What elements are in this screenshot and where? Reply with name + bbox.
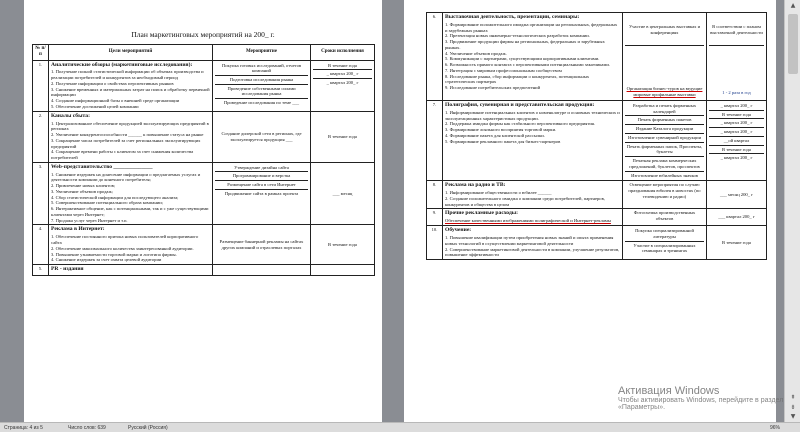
row-number: 2. bbox=[33, 111, 49, 162]
table-row bbox=[33, 111, 375, 162]
deadline-item: В течение года bbox=[313, 62, 372, 71]
deadline-item: _ квартал 200_ г bbox=[313, 70, 372, 79]
event-item: Покупка готовых исследований, отчетов компаний bbox=[215, 62, 308, 76]
table-row bbox=[427, 181, 767, 209]
table-header-row bbox=[33, 45, 375, 61]
list-item: 5. Коммуникации с партнерами, существующими корпоративными клиентами. bbox=[445, 56, 600, 62]
scroll-up-icon[interactable]: ▲ bbox=[790, 2, 796, 9]
list-item: 1. Получение полной статистической информации об объемах производства и реализации потребителей и конкурентов за необходимый период bbox=[51, 69, 204, 81]
list-item: 2. Обеспечение максимального количества заинтересованной аудитории. bbox=[51, 245, 194, 251]
page-up-icon[interactable]: ⇞ bbox=[790, 394, 796, 401]
deadline-item: _ квартал 200_ г bbox=[709, 119, 764, 128]
list-item: 2. Создание положительного имиджа о компании среди потребителей, партнеров, конкурентов и общества в целом bbox=[445, 196, 605, 207]
event-cell bbox=[623, 100, 707, 180]
status-word-count[interactable]: Число слов: 639 bbox=[68, 425, 106, 431]
list-item: 7. Продажа услуг через Интернет и т.п. bbox=[51, 217, 128, 223]
list-item: 3. Снижение временных и материальных затрат на поиск и обработку первичной информации bbox=[51, 86, 210, 98]
list-item: 5. Обеспечение достижений целей компании bbox=[51, 103, 139, 109]
zoom-level[interactable]: 96% bbox=[770, 425, 781, 431]
event-cell bbox=[213, 60, 311, 111]
scrollbar-thumb[interactable] bbox=[788, 14, 798, 74]
goals-cell bbox=[443, 181, 623, 209]
list-item: 4. Сбор статистической информации для последующего анализа; bbox=[51, 194, 179, 200]
goals-cell bbox=[49, 111, 213, 162]
event-item: Организация бизнес-туров на ведущие мировые профильные выставки bbox=[626, 86, 703, 98]
deadline-cell: В течение года bbox=[311, 225, 375, 265]
deadline-item: В соответствии с планом выставочной деятельности bbox=[709, 14, 764, 46]
deadline-item: __ой квартал bbox=[709, 137, 764, 146]
list-item: 2. Привлечение новых клиентов; bbox=[51, 183, 116, 189]
header-goals: Цели мероприятий bbox=[49, 45, 213, 61]
deadline-item: _ квартал 200_ г bbox=[709, 102, 764, 111]
list-item: 1. Формирование положительного имиджа организации на региональных, федеральных и зарубежных рынках bbox=[445, 21, 618, 33]
table-row bbox=[427, 100, 767, 180]
list-item: 5. Формирование рекламного пакета для бизнес-партнеров bbox=[445, 138, 561, 144]
deadline-cell bbox=[707, 100, 767, 180]
list-item: 9. Исследование потребительских предпочтений bbox=[445, 85, 541, 91]
table-row bbox=[427, 226, 767, 260]
windows-activation-watermark bbox=[618, 385, 800, 411]
event-cell bbox=[213, 162, 311, 225]
list-item: 4. Создание информационной базы о внешней среде организации bbox=[51, 98, 180, 104]
deadline-cell: В течение года bbox=[311, 111, 375, 162]
event-item: Подготовка исследования рынка bbox=[215, 76, 308, 85]
event-item: Разработка и печать фирменных календарей bbox=[625, 102, 704, 116]
table-row bbox=[33, 265, 375, 276]
event-item: Изготовление юбилейных значков bbox=[631, 172, 698, 178]
list-item: 6. Интерактивное общение, как с потенциальными, так и с уже существующими клиентами через Интернет; bbox=[51, 206, 209, 217]
section-title: Прочие рекламные расходы: bbox=[445, 210, 519, 217]
table-row bbox=[427, 209, 767, 226]
event-item: Участие в специализированных семинарах и тренингах bbox=[633, 242, 696, 254]
list-item: 1. Обеспечение постоянного притока новых пользователей корпоративного сайта bbox=[51, 234, 199, 246]
event-cell bbox=[213, 265, 311, 276]
list-item: 5. Совершенствование потенциального образа компании; bbox=[51, 200, 163, 206]
row-number: 8. bbox=[427, 181, 443, 209]
section-title: Web-представительство ______________ bbox=[51, 163, 153, 170]
event-cell: Создание дилерской сети в регионах, где эксплуатируется продукция ___ bbox=[213, 111, 311, 162]
deadline-item: 1 - 2 раза в год bbox=[722, 90, 751, 96]
list-item: 1. Информирование общественности о юбилее ______ bbox=[445, 190, 552, 196]
deadline-cell: В течение года bbox=[707, 226, 767, 260]
section-title: Реклама в Интернет: bbox=[51, 226, 105, 233]
goals-cell bbox=[49, 162, 213, 225]
list-item: 2. Поддержка имиджа фирмы как стабильного перспективного предприятия. bbox=[445, 121, 596, 127]
event-item: Программирование и верстка bbox=[215, 172, 308, 181]
list-item: 4. Формирование пакета для клиентской рассылки. bbox=[445, 132, 545, 138]
goals-cell bbox=[49, 225, 213, 265]
goals-cell bbox=[443, 209, 623, 226]
event-item: Участие в центральных выставках и конференциях bbox=[625, 14, 704, 46]
event-cell: Фотосъемка производственных объектов bbox=[623, 209, 707, 226]
status-bar bbox=[0, 422, 800, 432]
row-number: 9. bbox=[427, 209, 443, 226]
goals-cell bbox=[443, 100, 623, 180]
deadline-cell bbox=[707, 13, 767, 101]
event-cell: Размещение баннерной рекламы на сайтах других компаний и отраслевых порталах bbox=[213, 225, 311, 265]
event-item: Печать фирменных папок, Проспекты, буклеты bbox=[625, 143, 704, 157]
deadline-item: _ квартал 200_ г bbox=[326, 79, 359, 85]
list-item: 1. Снижение издержек на донесение информации о предлагаемых услугах и деятельности компании до конечного потребителя; bbox=[51, 171, 201, 183]
watermark-title: Активация Windows bbox=[618, 385, 720, 397]
row-number: 3. bbox=[33, 162, 49, 225]
scroll-down-icon[interactable]: ▼ bbox=[790, 413, 796, 420]
list-item: 2. Совершенствование маркетинговой деятельности в компании, улучшение результатов, повышение эффективности bbox=[445, 246, 620, 258]
list-item: 3. Формирование лояльного восприятия торговой марки. bbox=[445, 127, 557, 133]
section-title: Аналитические обзоры (маркетинговые исследования): bbox=[51, 61, 193, 68]
list-item: 4. Увеличение объемов продаж. bbox=[445, 50, 507, 56]
section-title: Выставочная деятельность, презентации, семинары: bbox=[445, 14, 580, 20]
deadline-item: В течение года bbox=[709, 111, 764, 120]
goals-cell bbox=[443, 226, 623, 260]
status-language[interactable]: Русский (Россия) bbox=[128, 425, 168, 431]
list-item: 6. Возможность прямого контакта с перспективными потенциальными заказчиками. bbox=[445, 62, 610, 68]
header-deadline: Сроки исполнения bbox=[311, 45, 375, 61]
plan-table-right bbox=[426, 12, 767, 260]
list-item: 2. Получение информации о свойствах перспективных рынков bbox=[51, 80, 174, 86]
row-number: 4. bbox=[33, 225, 49, 265]
event-item: Изготовление сувенирной продукции bbox=[625, 134, 704, 143]
event-item: Утверждение дизайна сайта bbox=[215, 164, 308, 173]
deadline-item: _ квартал 200_ г bbox=[709, 128, 764, 137]
event-item: Издание Каталога продукции bbox=[625, 125, 704, 134]
section-title: Реклама на радио и ТВ: bbox=[445, 182, 506, 189]
list-item: 1. Повышение квалификации путем приобретения новых знаний и опыта применения новых технологий в осуществлении маркетинговой деятельности bbox=[445, 235, 614, 246]
event-cell: Освещение мероприятия по случаю празднования юбилея в новостях (по телевидению и радио) bbox=[623, 181, 707, 209]
section-title: PR - издания bbox=[51, 266, 84, 272]
row-number: 7. bbox=[427, 100, 443, 180]
deadline-cell bbox=[311, 265, 375, 276]
deadline-cell: ___ месяц 200_ г bbox=[707, 181, 767, 209]
list-item: 8. Исследование рынка, сбор информации о конкурентах, потенциальных стратегических партнерах bbox=[445, 73, 590, 85]
watermark-subtitle: Чтобы активировать Windows, перейдите в раздел «Параметры». bbox=[618, 397, 784, 411]
table-row bbox=[427, 13, 767, 101]
list-item: 1. Централизованное обеспечение продукцией эксплуатирующих предприятий в регионах bbox=[51, 120, 209, 132]
deadline-cell bbox=[311, 60, 375, 111]
table-row bbox=[33, 60, 375, 111]
table-row bbox=[33, 162, 375, 225]
list-item: 2. Увеличение конкурентоспособности ______ к повышение статуса на рынке bbox=[51, 132, 204, 138]
list-item: 3. Сокращение числа потребителей за счет региональных эксплуатирующих предприятий bbox=[51, 137, 201, 149]
event-item: Печатная реклама коммерческих предложений, буклетов, проспектов bbox=[625, 157, 704, 171]
section-title: Каналы сбыта: bbox=[51, 112, 90, 119]
event-cell bbox=[623, 13, 707, 101]
event-item: Размещение сайта в сети Интернет bbox=[215, 181, 308, 190]
row-number: 10. bbox=[427, 226, 443, 260]
list-item: 4. Сокращение времени работы с клиентом за счет снижения количества потребителей bbox=[51, 149, 194, 161]
list-item: 1. Информирование потенциальных клиентов о номенклатуре и основных технических и эксплуатационных характеристиках продукции. bbox=[445, 109, 620, 121]
document-page-left bbox=[24, 0, 382, 422]
document-page-right bbox=[404, 0, 776, 422]
list-item: 3. Повышение узнаваемости торговой марки и логотипа фирмы. bbox=[51, 251, 177, 257]
table-row bbox=[33, 225, 375, 265]
section-title: Обучение: bbox=[445, 227, 472, 234]
page-down-icon[interactable]: ⇟ bbox=[790, 404, 796, 411]
section-title: Полиграфия, сувенирная и представительская продукция: bbox=[445, 101, 595, 108]
header-event: Мероприятие bbox=[213, 45, 311, 61]
event-item: Покупка специализированной литературы bbox=[625, 227, 704, 241]
list-item: 2. Презентация новых инженерно-технологических разработок компании. bbox=[445, 33, 590, 39]
event-item: Печать фирменных пакетов bbox=[625, 116, 704, 125]
list-item: 7. Интеграция с мировым профессиональным сообществом bbox=[445, 67, 562, 73]
list-item: 3. Увеличение объемов продаж; bbox=[51, 188, 113, 194]
event-item: Проведение исследования по теме ___ bbox=[223, 100, 300, 106]
plan-table-left bbox=[32, 44, 375, 276]
deadline-item: В течение года bbox=[709, 146, 764, 155]
event-item: Проведение собственными силами исследования рынка bbox=[215, 85, 308, 99]
header-num: № п/п bbox=[33, 45, 49, 61]
status-pages[interactable]: Страница: 4 из 5 bbox=[4, 425, 43, 431]
deadline-item: _ квартал 200_ г bbox=[720, 155, 753, 161]
goals-cell bbox=[49, 265, 213, 276]
deadline-cell: ___ квартал 200_ г bbox=[707, 209, 767, 226]
list-item: 4. Снижение издержек за счет охвата целевой аудитории bbox=[51, 257, 162, 263]
goals-cell bbox=[443, 13, 623, 101]
row-number: 6. bbox=[427, 13, 443, 101]
event-item: Продвижение сайта в рамках проекта bbox=[224, 190, 299, 196]
vertical-scrollbar[interactable] bbox=[784, 0, 800, 422]
event-cell bbox=[623, 226, 707, 260]
list-item: Обеспечение качественными изображениями полиграфической и Интернет-рекламы bbox=[445, 218, 611, 224]
goals-cell bbox=[49, 60, 213, 111]
document-title: План маркетинговых мероприятий на 200_ г. bbox=[131, 30, 275, 39]
list-item: 3. Продвижение продукции фирмы на региональных, федеральных и зарубежных рынках. bbox=[445, 39, 605, 50]
row-number: 1. bbox=[33, 60, 49, 111]
row-number: 5. bbox=[33, 265, 49, 276]
deadline-cell: ___ месяц bbox=[311, 162, 375, 225]
